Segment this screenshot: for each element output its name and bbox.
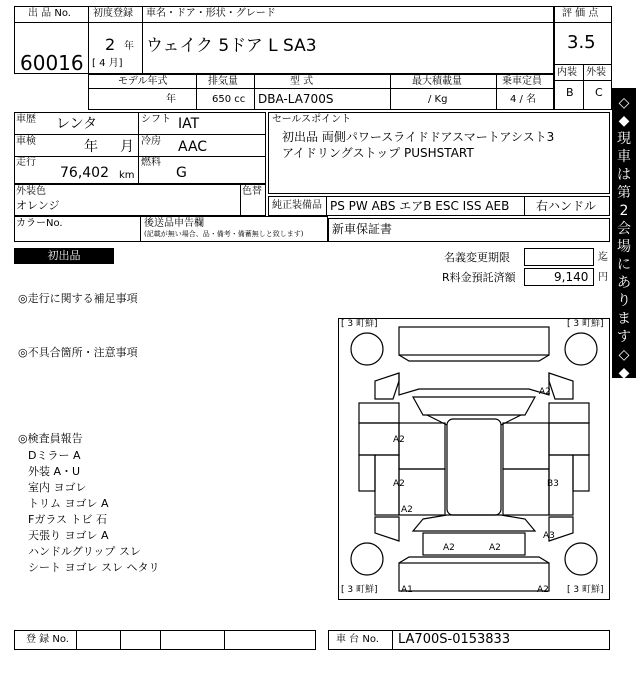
lot-label: 出 品 No. xyxy=(28,8,71,19)
ac-value: AAC xyxy=(178,139,208,155)
max-load-value: / Kg xyxy=(428,94,448,105)
sidebar-char: は xyxy=(617,167,631,183)
warranty-value: 新車保証書 xyxy=(332,222,393,236)
sidebar-char: 2 xyxy=(619,203,629,219)
sidebar-char: あ xyxy=(617,275,631,291)
sidebar-char: 会 xyxy=(617,221,631,237)
shift-label: シフト xyxy=(141,114,171,125)
capacity-value: 4 / 名 xyxy=(510,94,537,105)
first-reg-label: 初度登録 xyxy=(93,8,133,19)
damage-mark: A1 xyxy=(401,585,413,595)
report-item: 外装 A・U xyxy=(28,465,81,478)
report-item: トリム ヨゴレ A xyxy=(28,497,109,510)
sales-line-2: アイドリングストップ PUSHSTART xyxy=(282,146,474,160)
first-reg-year: 2 xyxy=(105,35,116,54)
sales-line-1: 初出品 両側パワースライドドアスマートアシスト3 xyxy=(282,130,555,144)
mileage-value: 76,402 xyxy=(60,165,109,181)
damage-mark: A2 xyxy=(393,435,405,445)
ac-label: 冷房 xyxy=(141,136,161,147)
recycle-value: 9,140 xyxy=(554,270,589,284)
exterior-label: 外装 xyxy=(586,67,606,78)
inspection-month: 月 xyxy=(120,139,134,155)
lot-number: 60016 xyxy=(20,51,84,75)
sidebar-char: 現 xyxy=(617,131,631,147)
report-item: 天張り ヨゴレ A xyxy=(28,529,109,542)
shipping-note: (記載が無い場合、品・備考・備蓄無しと致します) xyxy=(144,230,304,238)
equip-label: 純正装備品 xyxy=(272,200,322,211)
car-body-diagram xyxy=(339,319,609,599)
damage-mark: A2 xyxy=(489,543,501,553)
damage-mark: A2 xyxy=(537,585,549,595)
chassis-label: 車 台 No. xyxy=(336,634,379,645)
name-change-unit: 迄 xyxy=(598,252,608,263)
mileage-label: 走行 xyxy=(16,157,36,168)
info-frame xyxy=(14,112,266,184)
sidebar-char: 場 xyxy=(617,239,631,255)
venue-notice-sidebar xyxy=(612,88,636,399)
defect-notes-heading: ◎不具合箇所・注意事項 xyxy=(18,346,138,359)
damage-mark: A2 xyxy=(539,387,551,397)
report-item: シート ヨゴレ スレ ヘタリ xyxy=(28,561,160,574)
mileage-unit: km xyxy=(119,170,135,181)
shift-value: IAT xyxy=(178,116,200,132)
report-item: Dミラー A xyxy=(28,449,81,462)
model-type-value: DBA-LA700S xyxy=(258,92,334,106)
color-no-label: カラーNo. xyxy=(16,218,63,229)
displacement-label: 排気量 xyxy=(208,76,238,87)
color-label: 外装色 xyxy=(16,186,46,197)
sidebar-char: ◇ xyxy=(618,347,630,363)
interior-grade: B xyxy=(566,86,574,99)
fuel-value: G xyxy=(176,165,187,181)
damage-mark: A2 xyxy=(393,479,405,489)
model-year-label: モデル年式 xyxy=(118,76,168,87)
registration-label: 登 録 No. xyxy=(26,634,69,645)
damage-mark: B3 xyxy=(547,479,559,489)
report-item: ハンドルグリップ スレ xyxy=(28,545,141,558)
sidebar-char: 車 xyxy=(617,149,631,165)
sidebar-char: ◆ xyxy=(618,113,630,129)
sales-title: セールスポイント xyxy=(272,114,352,125)
sidebar-char: ◇ xyxy=(618,95,630,111)
model-year-unit: 年 xyxy=(166,94,176,105)
driving-notes-heading: ◎走行に関する補足事項 xyxy=(18,292,138,305)
capacity-label: 乗車定員 xyxy=(502,76,542,87)
shipping-label: 後送品申告欄 xyxy=(144,218,204,229)
sidebar-char: り xyxy=(617,293,631,309)
sidebar-char: ま xyxy=(617,311,631,327)
name-change-box xyxy=(524,248,594,266)
corner-label: [ 3 町鮮] xyxy=(567,319,604,329)
equip-value: PS PW ABS エアB ESC ISS AEB xyxy=(330,199,510,213)
displacement-value: 650 cc xyxy=(212,94,246,105)
report-item: 室内 ヨゴレ xyxy=(28,481,87,494)
car-diagram-frame xyxy=(338,318,610,600)
sidebar-char: ◆ xyxy=(618,365,630,381)
car-name-value: ウェイク 5ドア L SA3 xyxy=(146,36,317,56)
damage-mark: A3 xyxy=(543,531,555,541)
history-label: 車歴 xyxy=(16,114,36,125)
interior-label: 内装 xyxy=(557,67,577,78)
damage-mark: A2 xyxy=(443,543,455,553)
chassis-number: LA700S-0153833 xyxy=(398,632,511,647)
score-value: 3.5 xyxy=(567,32,596,53)
first-reg-month: [ 4 月] xyxy=(92,58,123,69)
recycle-unit: 円 xyxy=(598,272,608,283)
color-value: オレンジ xyxy=(16,199,60,212)
handle-value: 右ハンドル xyxy=(536,199,597,213)
corner-label: [ 3 町鮮] xyxy=(341,585,378,595)
report-item: Fガラス トビ 石 xyxy=(28,513,107,526)
car-name-label: 車名・ドア・形状・グレード xyxy=(146,8,276,19)
sidebar-char: 第 xyxy=(617,185,631,201)
fuel-label: 燃料 xyxy=(141,157,161,168)
recycle-label: R料金預託済額 xyxy=(442,271,516,284)
sidebar-char: す xyxy=(617,329,631,345)
recolor-label: 色替 xyxy=(242,186,262,197)
max-load-label: 最大積載量 xyxy=(412,76,462,87)
year-unit: 年 xyxy=(124,41,134,52)
name-change-label: 名義変更期限 xyxy=(444,251,510,264)
inspection-year: 年 xyxy=(84,139,98,155)
inspector-report-heading: ◎検査員報告 xyxy=(18,432,83,445)
first-listing-banner: 初出品 xyxy=(14,248,114,264)
exterior-grade: C xyxy=(595,86,603,99)
history-value: レンタ xyxy=(56,116,98,132)
inspection-label: 車検 xyxy=(16,136,36,147)
sidebar-char: に xyxy=(617,257,631,273)
sidebar-char: ◇ xyxy=(618,383,630,399)
score-label: 評 価 点 xyxy=(562,8,599,19)
corner-label: [ 3 町鮮] xyxy=(341,319,378,329)
corner-label: [ 3 町鮮] xyxy=(567,585,604,595)
damage-mark: A2 xyxy=(401,505,413,515)
model-type-label: 型 式 xyxy=(290,76,314,87)
inspector-report-list xyxy=(28,448,160,576)
